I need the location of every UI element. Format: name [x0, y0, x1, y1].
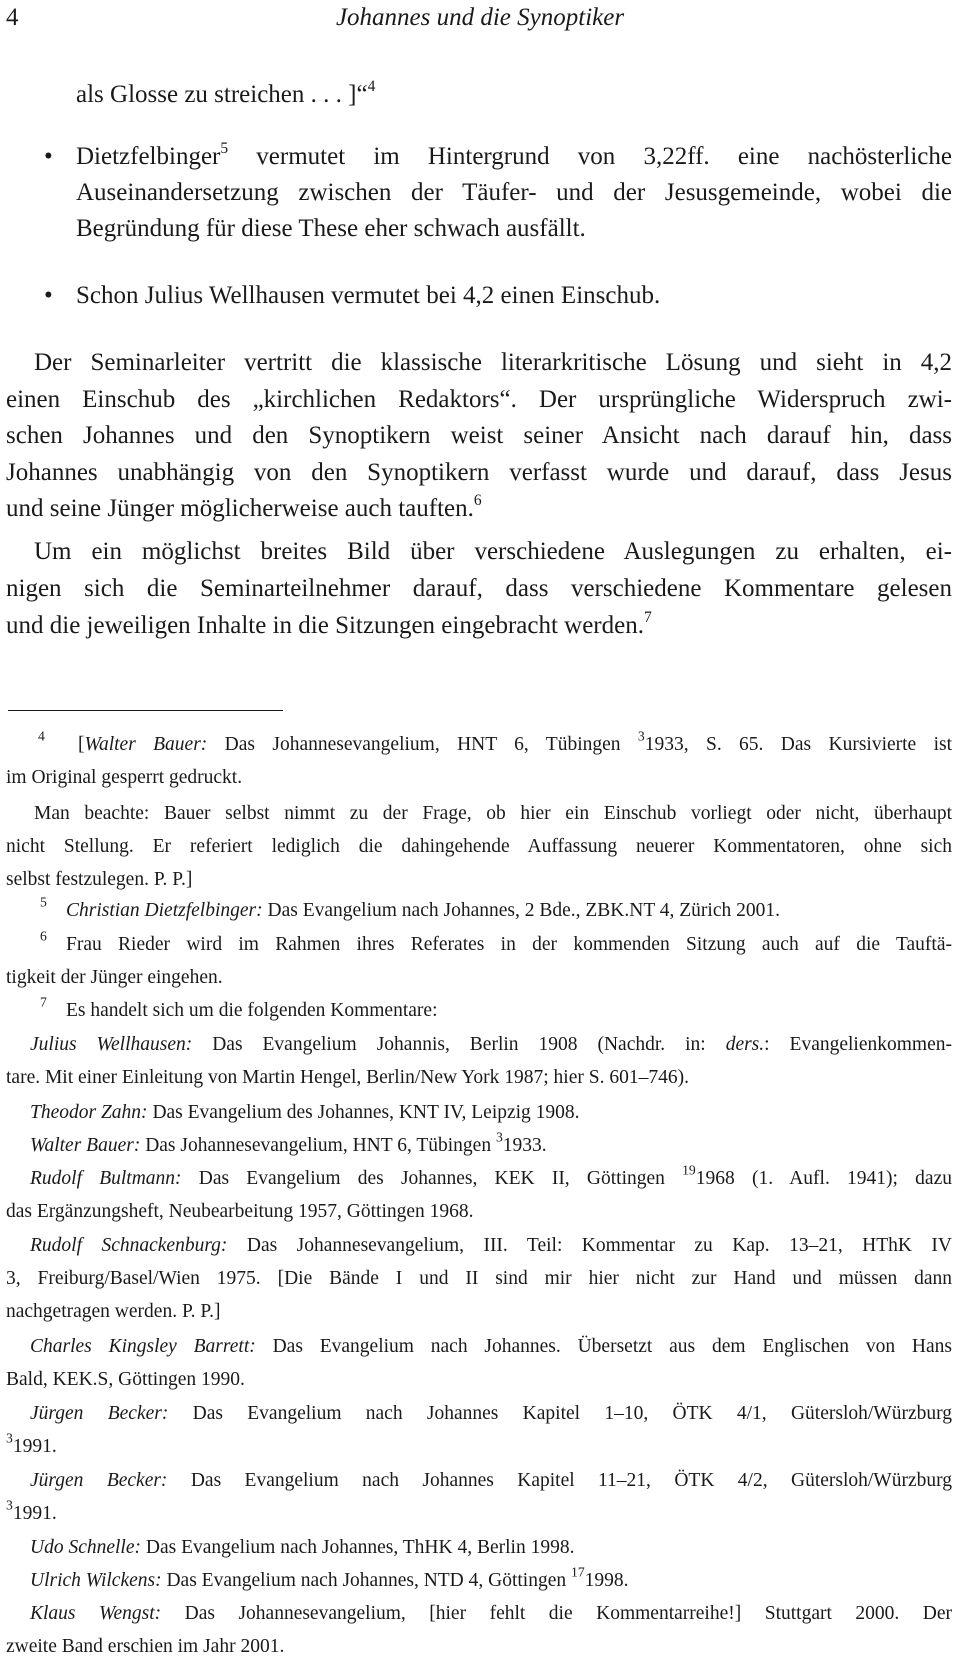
footnote-7-entry-7a: Jürgen Becker: Das Evangelium nach Johannes Kapitel 1–10, ÖTK 4/1, Gütersloh/Würzburg	[30, 1403, 952, 1424]
page-number: 4	[6, 4, 19, 31]
para1-line2: einen Einschub des „kirchlichen Redaktors“. Der ursprüngliche Widerspruch zwi-	[6, 386, 952, 413]
footnote-ref-5[interactable]: 5	[220, 140, 229, 158]
footnote-number: 4	[38, 728, 45, 744]
footnote-ref-4[interactable]: 4	[367, 78, 376, 96]
footnote-7-entry-5a: Rudolf Schnackenburg: Das Johannesevangelium, III. Teil: Kommentar zu Kap. 13–21, HThK IV	[30, 1235, 952, 1256]
bullet1-line2: Auseinandersetzung zwischen der Täufer- und der Jesusgemeinde, wobei die	[76, 179, 952, 206]
footnote-7-entry-11a: Klaus Wengst: Das Johannesevangelium, [hier fehlt die Kommentarreihe!] Stuttgart 2000. Der	[30, 1603, 952, 1624]
bullet1-line3: Begründung für diese These eher schwach ausfällt.	[76, 215, 586, 242]
footnote-ref-7[interactable]: 7	[643, 609, 652, 627]
para2-line2: nigen sich die Seminarteilnehmer darauf, dass verschiedene Kommentare gelesen	[6, 575, 952, 602]
footnote-7-entry-1b: tare. Mit einer Einleitung von Martin Hengel, Berlin/New York 1987; hier S. 601–746).	[6, 1067, 689, 1088]
footnote-4-line1: $^4$ [Walter Bauer: Das Johannesevangelium, HNT 6, Tübingen $^3$1933, S. 65. Das Kursivierte ist	[38, 728, 953, 755]
footnote-5: $^5$ Christian Dietzfelbinger: Das Evangelium nach Johannes, 2 Bde., ZBK.NT 4, Zürich 2001.	[40, 894, 781, 921]
footnote-7-entry-6a: Charles Kingsley Barrett: Das Evangelium nach Johannes. Übersetzt aus dem Englischen von Hans	[30, 1336, 952, 1357]
bullet-icon: •	[44, 143, 53, 170]
footnote-7-entry-3: Walter Bauer: Das Johannesevangelium, HNT 6, Tübingen $^3$1933.	[30, 1129, 547, 1156]
footnote-7-entry-11b: zweite Band erschien im Jahr 2001.	[6, 1636, 285, 1657]
footnote-6-line2: tigkeit der Jünger eingehen.	[6, 967, 223, 988]
bullet1-line1: Dietzfelbinger$^5$ vermutet im Hintergrund von 3,22ff. eine nachösterliche	[76, 140, 952, 170]
footnote-number: 6	[40, 928, 47, 944]
para1-line5: und seine Jünger möglicherweise auch tauften.$^6$	[6, 492, 482, 522]
footnote-separator	[8, 710, 283, 711]
footnote-7-entry-5c: nachgetragen werden. P. P.]	[6, 1301, 221, 1322]
footnote-7-entry-1a: Julius Wellhausen: Das Evangelium Johannis, Berlin 1908 (Nachdr. in: ders.: Evangelienkommen-	[30, 1034, 952, 1055]
footnote-7-entry-6b: Bald, KEK.S, Göttingen 1990.	[6, 1369, 245, 1390]
para1-line4: Johannes unabhängig von den Synoptikern verfasst wurde und darauf, dass Jesus	[6, 459, 952, 486]
bullet-icon: •	[44, 282, 53, 309]
footnote-ref-6[interactable]: 6	[473, 492, 482, 510]
continuation-line: als Glosse zu streichen . . . ]“$^4$	[76, 78, 376, 108]
footnote-4-line4: nicht Stellung. Er referiert lediglich die dahingehende Auffassung neuerer Kommentatoren, ohne sich	[6, 836, 952, 857]
footnote-7-entry-8b: $^3$1991.	[6, 1497, 57, 1524]
para1-line3: schen Johannes und den Synoptikern weist seiner Ansicht nach darauf hin, dass	[6, 422, 952, 449]
footnote-7-entry-4b: das Ergänzungsheft, Neubearbeitung 1957, Göttingen 1968.	[6, 1201, 474, 1222]
footnote-number: 7	[40, 994, 47, 1010]
running-head	[0, 4, 960, 40]
para2-line1: Um ein möglichst breites Bild über verschiedene Auslegungen zu erhalten, ei-	[34, 538, 952, 565]
footnote-7-entry-10: Ulrich Wilckens: Das Evangelium nach Johannes, NTD 4, Göttingen $^{17}$1998.	[30, 1564, 629, 1591]
para2-line3: und die jeweiligen Inhalte in die Sitzungen eingebracht werden.$^7$	[6, 609, 652, 639]
footnote-number: 5	[40, 894, 47, 910]
para1-line1: Der Seminarleiter vertritt die klassische literarkritische Lösung und sieht in 4,2	[34, 349, 952, 376]
footnote-7-intro: $^7$ Es handelt sich um die folgenden Kommentare:	[40, 994, 438, 1021]
footnote-4-line3: Man beachte: Bauer selbst nimmt zu der Frage, ob hier ein Einschub vorliegt oder nicht, überhaupt	[34, 803, 952, 824]
bullet2-line1: Schon Julius Wellhausen vermutet bei 4,2 einen Einschub.	[76, 282, 661, 309]
footnote-4-line5: selbst festzulegen. P. P.]	[6, 869, 193, 890]
running-title: Johannes und die Synoptiker	[335, 4, 625, 31]
footnote-7-entry-8a: Jürgen Becker: Das Evangelium nach Johannes Kapitel 11–21, ÖTK 4/2, Gütersloh/Würzburg	[30, 1470, 952, 1491]
footnote-7-entry-2: Theodor Zahn: Das Evangelium des Johannes, KNT IV, Leipzig 1908.	[30, 1102, 580, 1123]
footnote-6-line1: $^6$ Frau Rieder wird im Rahmen ihres Referates in der kommenden Sitzung auch auf die Tauftä-	[40, 928, 952, 955]
footnote-7-entry-4a: Rudolf Bultmann: Das Evangelium des Johannes, KEK II, Göttingen $^{19}$1968 (1. Aufl. 1941); dazu	[30, 1162, 952, 1189]
footnote-4-line2: im Original gesperrt gedruckt.	[6, 767, 243, 788]
footnote-7-entry-5b: 3, Freiburg/Basel/Wien 1975. [Die Bände I und II sind mir hier nicht zur Hand und müssen dann	[6, 1268, 952, 1289]
footnote-7-entry-9: Udo Schnelle: Das Evangelium nach Johannes, ThHK 4, Berlin 1998.	[30, 1537, 575, 1558]
footnote-7-entry-7b: $^3$1991.	[6, 1430, 57, 1457]
